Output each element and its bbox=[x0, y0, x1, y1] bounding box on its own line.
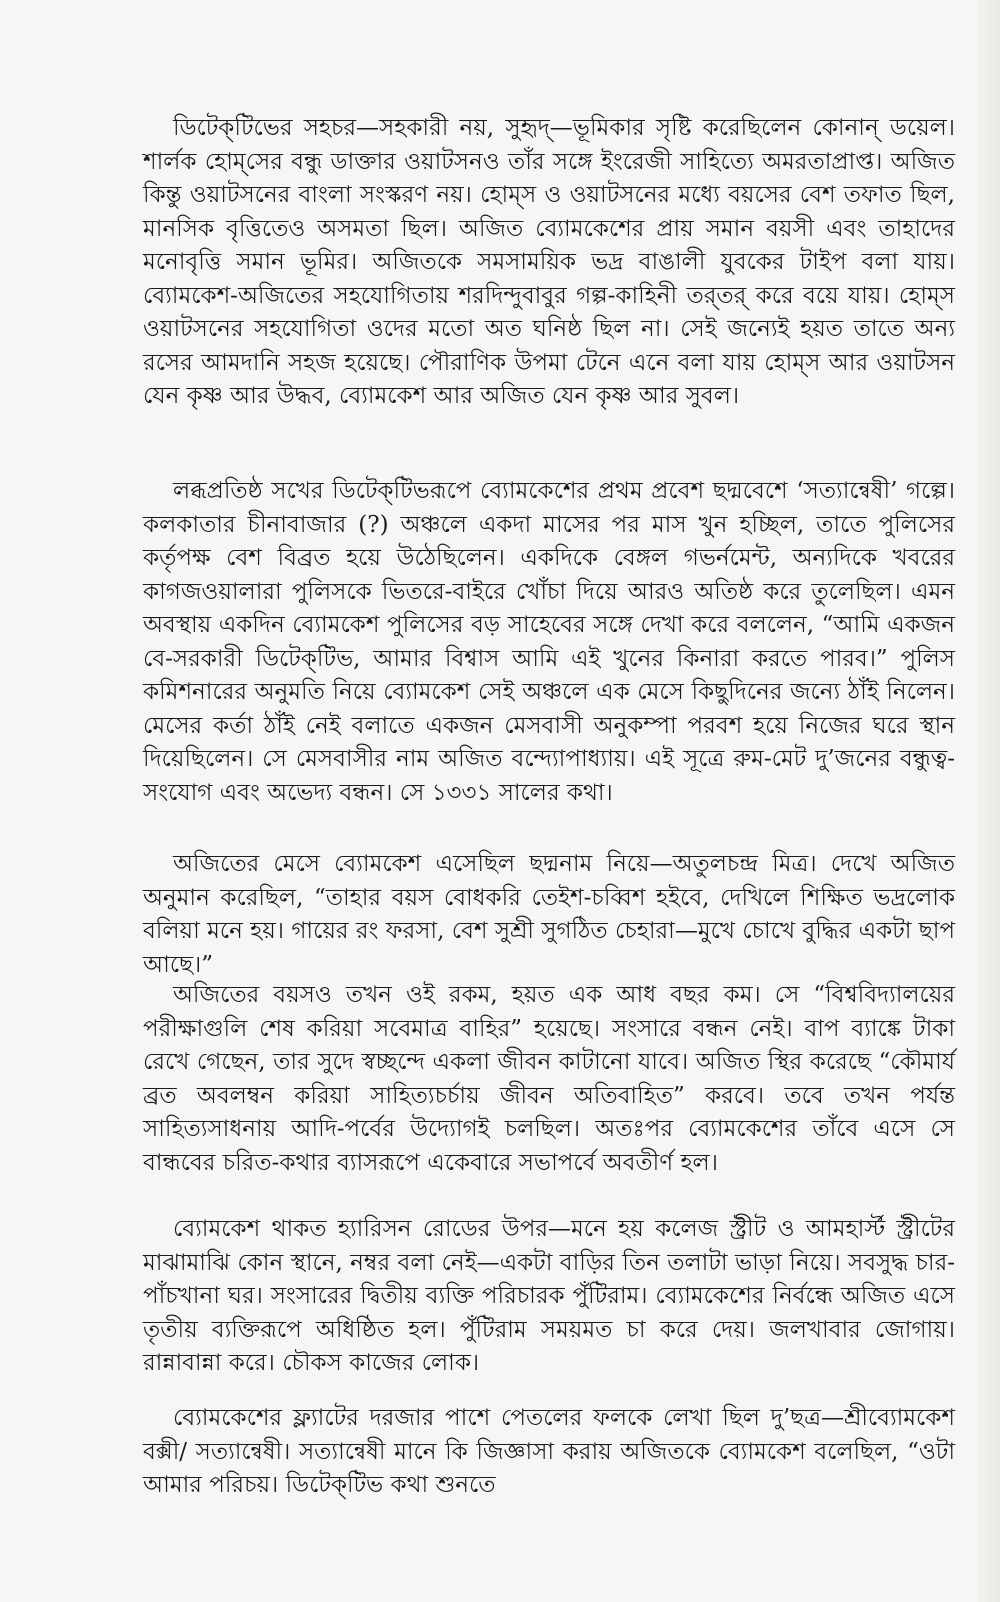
paragraph-3: অজিতের মেসে ব্যোমকেশ এসেছিল ছদ্মনাম নিয়ে—অতুলচন্দ্র মিত্র। দেখে অজিত অনুমান করেছিল, “তাহার বয়স বোধকরি তেইশ-চব্বিশ হইবে, দেখিলে শিক্ষিত ভদ্রলোক বলিয়া মনে হয়। গায়ের রং ফরসা, বেশ সুশ্রী সুগঠিত চেহারা—মুখে চোখে বুদ্ধির একটা ছাপ আছে।” bbox=[143, 851, 955, 978]
paragraph-5: ব্যোমকেশ থাকত হ্যারিসন রোডের উপর—মনে হয় কলেজ স্ট্রীট ও আমহার্স্ট স্ট্রীটের মাঝামাঝি কোন স্থানে, নম্বর বলা নেই—একটা বাড়ির তিন তলাটা ভাড়া নিয়ে। সবসুদ্ধ চার-পাঁচখানা ঘর। সংসারের দ্বিতীয় ব্যক্তি পরিচারক পুঁটিরাম। ব্যোমকেশের নির্বন্ধে অজিত এসে তৃতীয় ব্যক্তিরূপে অধিষ্ঠিত হল। পুঁটিরাম সময়মত চা করে দেয়। জলখাবার জোগায়। রান্নাবান্না করে। চৌকস কাজের লোক। bbox=[143, 1216, 955, 1376]
paragraph-6: ব্যোমকেশের ফ্ল্যাটের দরজার পাশে পেতলের ফলকে লেখা ছিল দু’ছত্র—শ্রীব্যোমকেশ বক্সী/ সত্যান্বেষী। সত্যান্বেষী মানে কি জিজ্ঞাসা করায় অজিতকে ব্যোমকেশ বলেছিল, “ওটা আমার পরিচয়। ডিটেক্‌টিভ কথা শুনতে bbox=[143, 1405, 955, 1498]
paragraph-1: ডিটেক্‌টিভের সহচর—সহকারী নয়, সুহৃদ্‌—ভূমিকার সৃষ্টি করেছিলেন কোনান্‌ ডয়েল। শার্লক হোম্‌সের বন্ধু ডাক্তার ওয়াটসনও তাঁর সঙ্গে ইংরেজী সাহিত্যে অমরতাপ্রাপ্ত। অজিত কিন্তু ওয়াটসনের বাংলা সংস্করণ নয়। হোম্‌স ও ওয়াটসনের মধ্যে বয়সের বেশ তফাত ছিল, মানসিক বৃত্তিতেও অসমতা ছিল। অজিত ব্যোমকেশের প্রায় সমান বয়সী এবং তাহাদের মনোবৃত্তি সমান ভূমির। অজিতকে সমসাময়িক ভদ্র বাঙালী যুবকের টাইপ বলা যায়। ব্যোমকেশ-অজিতের সহযোগিতায় শরদিন্দুবাবুর গল্প-কাহিনী তর্‌তর্‌ করে বয়ে যায়। হোম্‌স ওয়াটসনের সহযোগিতা ওদের মতো অত ঘনিষ্ঠ ছিল না। সেই জন্যেই হয়ত তাতে অন্য রসের আমদানি সহজ হয়েছে। পৌরাণিক উপমা টেনে এনে বলা যায় হোম্‌স আর ওয়াটসন যেন কৃষ্ণ আর উদ্ধব, ব্যোমকেশ আর অজিত যেন কৃষ্ণ আর সুবল। bbox=[143, 115, 955, 409]
paragraph-2: লব্ধপ্রতিষ্ঠ সখের ডিটেক্‌টিভরূপে ব্যোমকেশের প্রথম প্রবেশ ছদ্মবেশে ‘সত্যান্বেষী’ গল্পে। কলকাতার চীনাবাজার (?) অঞ্চলে একদা মাসের পর মাস খুন হচ্ছিল, তাতে পুলিসের কর্তৃপক্ষ বেশ বিব্রত হয়ে উঠেছিলেন। একদিকে বেঙ্গল গভর্নমেন্ট, অন্যদিকে খবরের কাগজওয়ালারা পুলিসকে ভিতরে-বাইরে খোঁচা দিয়ে আরও অতিষ্ঠ করে তুলেছিল। এমন অবস্থায় একদিন ব্যোমকেশ পুলিসের বড় সাহেবের সঙ্গে দেখা করে বললেন, “আমি একজন বে-সরকারী ডিটেক্‌টিভ, আমার বিশ্বাস আমি এই খুনের কিনারা করতে পারব।” পুলিস কমিশনারের অনুমতি নিয়ে ব্যোমকেশ সেই অঞ্চলে এক মেসে কিছুদিনের জন্যে ঠাঁই নিলেন। মেসের কর্তা ঠাঁই নেই বলাতে একজন মেসবাসী অনুকম্পা পরবশ হয়ে নিজের ঘরে স্থান দিয়েছিলেন। সে মেসবাসীর নাম অজিত বন্দ্যোপাধ্যায়। এই সূত্রে রুম-মেট দু’জনের বন্ধুত্ব-সংযোগ এবং অভেদ্য বন্ধন। সে ১৩৩১ সালের কথা। bbox=[143, 478, 955, 806]
paragraph-4: অজিতের বয়সও তখন ওই রকম, হয়ত এক আধ বছর কম। সে “বিশ্ববিদ্যালয়ের পরীক্ষাগুলি শেষ করিয়া সবেমাত্র বাহির” হয়েছে। সংসারে বন্ধন নেই। বাপ ব্যাঙ্কে টাকা রেখে গেছেন, তার সুদে স্বচ্ছন্দে একলা জীবন কাটানো যাবে। অজিত স্থির করেছে “কৌমার্য ব্রত অবলম্বন করিয়া সাহিত্যচর্চায় জীবন অতিবাহিত” করবে। তবে তখন পর্যন্ত সাহিত্যসাধনায় আদি-পর্বের উদ্যোগই চলছিল। অতঃপর ব্যোমকেশের তাঁবে এসে সে বান্ধবের চরিত-কথার ব্যাসরূপে একেবারে সভাপর্বে অবতীর্ণ হল। bbox=[143, 982, 955, 1176]
